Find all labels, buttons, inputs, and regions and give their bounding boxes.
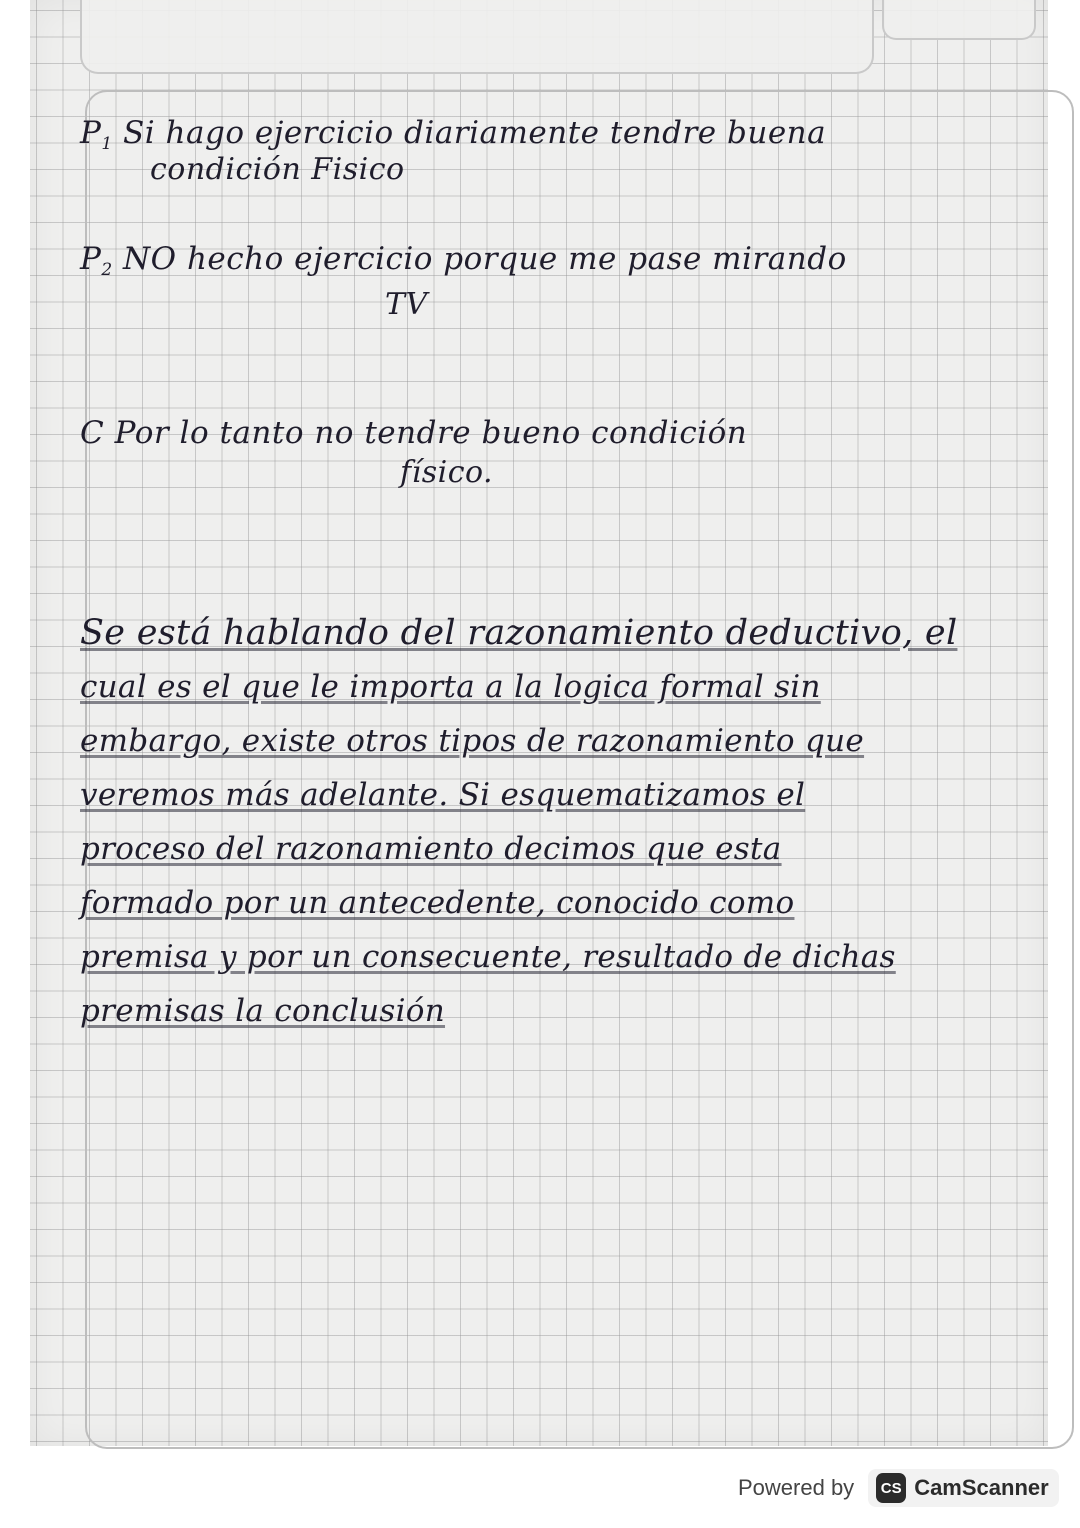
camscanner-logo-icon: CS <box>876 1473 906 1503</box>
conclusion-label: C <box>80 415 105 451</box>
paragraph-line: premisa y por un consecuente, resultado de dichas <box>80 939 896 975</box>
paragraph-line: formado por un antecedente, conocido como <box>80 885 795 921</box>
paragraph-line: cual es el que le importa a la logica formal sin <box>80 669 821 705</box>
paragraph-line: premisas la conclusión <box>80 993 446 1029</box>
premise-1-line-1 <box>80 115 827 154</box>
premise-1-index: 1 <box>101 134 113 154</box>
camscanner-watermark <box>738 1466 1059 1510</box>
camscanner-badge <box>868 1469 1059 1507</box>
notebook-header-box <box>80 0 874 74</box>
paragraph-line: proceso del razonamiento decimos que esta <box>80 831 782 867</box>
powered-by-label: Powered by <box>738 1475 855 1500</box>
notebook-header-box-small <box>882 0 1036 40</box>
conclusion-line-1 <box>80 415 748 451</box>
premise-1-text-1: Si hago ejercicio diariamente tendre buena <box>123 115 827 151</box>
paragraph-line: veremos más adelante. Si esquematizamos el <box>80 777 806 813</box>
paragraph-line: Se está hablando del razonamiento deductivo, el <box>80 613 958 653</box>
premise-2-label: P <box>80 241 102 277</box>
premise-1-label: P <box>80 115 102 151</box>
explanation-paragraph <box>80 606 1010 1038</box>
premise-2-text-1: NO hecho ejercicio porque me pase mirando <box>123 241 847 277</box>
premise-2-index: 2 <box>101 260 113 280</box>
premise-2-line-1 <box>80 241 847 280</box>
conclusion-text-1: Por lo tanto no tendre bueno condición <box>114 415 748 451</box>
conclusion-text-2: físico. <box>400 455 494 490</box>
camscanner-name: CamScanner <box>914 1475 1049 1500</box>
paragraph-line: embargo, existe otros tipos de razonamiento que <box>80 723 865 759</box>
premise-2-text-2: TV <box>385 287 428 322</box>
premise-1-text-2: condición Fisico <box>150 152 405 187</box>
